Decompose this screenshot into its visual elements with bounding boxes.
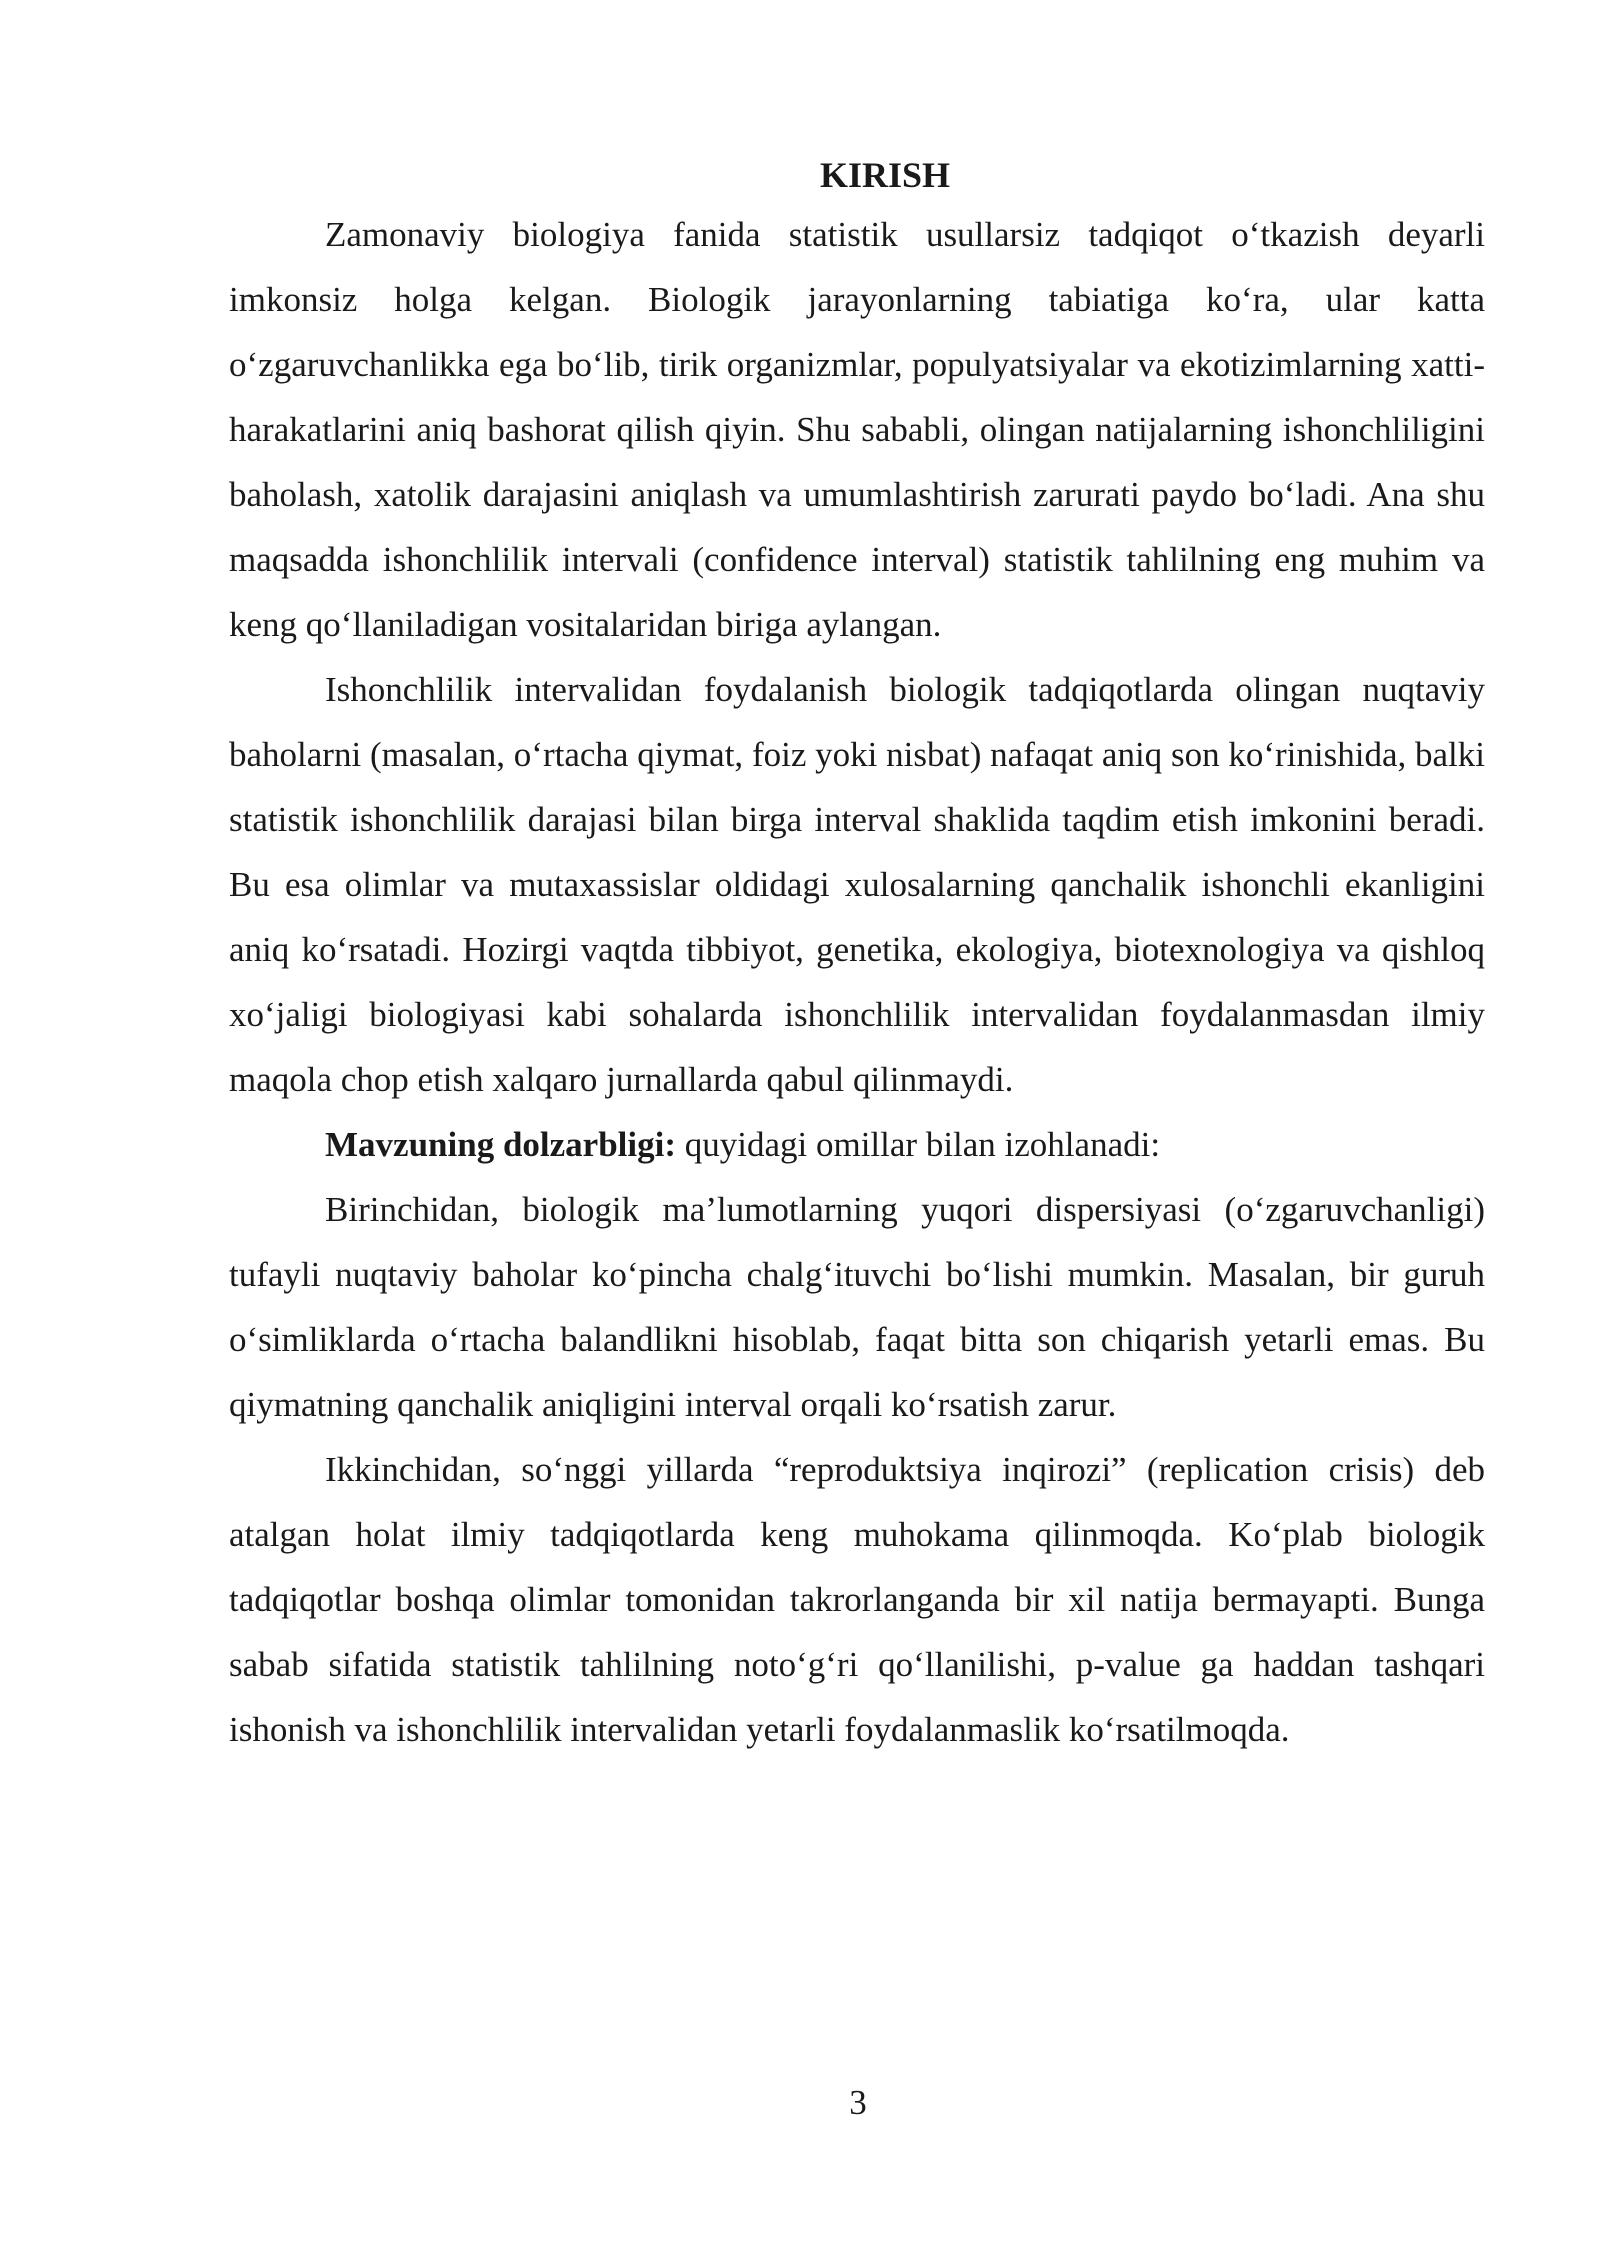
section-title: KIRISH bbox=[819, 155, 951, 195]
paragraph-text: Birinchidan, biologik ma’lumotlarning yuqori dispersiyasi (o‘zgaruvchanligi) tufayli nuqtaviy baholar ko‘pincha chalg‘ituvchi bo‘lishi mumkin. Masalan, bir guruh o‘simliklarda o‘rtacha balandlikni hisoblab, faqat bitta son chiqarish yetarli emas. Bu qiymatning qanchalik aniqligini interval orqali ko‘rsatish zarur. bbox=[229, 1190, 1485, 1424]
paragraph-intro bbox=[229, 202, 1485, 657]
page-number: 3 bbox=[849, 2083, 867, 2122]
paragraph-text: Ikkinchidan, so‘nggi yillarda “reproduktsiya inqirozi” (replication crisis) deb atalgan holat ilmiy tadqiqotlarda keng muhokama qilinmoqda. Ko‘plab biologik tadqiqotlar boshqa olimlar tomonidan takrorlanganda bir xil natija bermayapti. Bunga sabab sifatida statistik tahlilning noto‘g‘ri qo‘llanilishi, p-value ga haddan tashqari ishonish va ishonchlilik intervalidan yetarli foydalanmaslik ko‘rsatilmoqda. bbox=[229, 1450, 1485, 1749]
relevance-label: Mavzuning dolzarbligi: bbox=[325, 1125, 676, 1164]
document-page bbox=[229, 150, 1485, 1762]
paragraph-confidence-interval bbox=[229, 657, 1485, 1112]
paragraph-text: Ishonchlilik intervalidan foydalanish biologik tadqiqotlarda olingan nuqtaviy baholarni (masalan, o‘rtacha qiymat, foiz yoki nisbat) nafaqat aniq son ko‘rinishida, balki statistik ishonchlilik darajasi bilan birga interval shaklida taqdim etish imkonini beradi. Bu esa olimlar va mutaxassislar oldidagi xulosalarning qanchalik ishonchli ekanligini aniq ko‘rsatadi. Hozirgi vaqtda tibbiyot, genetika, ekologiya, biotexnologiya va qishloq xo‘jaligi biologiyasi kabi sohalarda ishonchlilik intervalidan foydalanmasdan ilmiy maqola chop etish xalqaro jurnallarda qabul qilinmaydi. bbox=[229, 670, 1485, 1099]
paragraph-relevance bbox=[229, 1112, 1485, 1177]
paragraph-text: Zamonaviy biologiya fanida statistik usullarsiz tadqiqot o‘tkazish deyarli imkonsiz holga kelgan. Biologik jarayonlarning tabiatiga ko‘ra, ular katta o‘zgaruvchanlikka ega bo‘lib, tirik organizmlar, populyatsiyalar va ekotizimlarning xatti-harakatlarini aniq bashorat qilish qiyin. Shu sababli, olingan natijalarning ishonchliligini baholash, xatolik darajasini aniqlash va umumlashtirish zarurati paydo bo‘ladi. Ana shu maqsadda ishonchlilik intervali (confidence interval) statistik tahlilning eng muhim va keng qo‘llaniladigan vositalaridan biriga aylangan. bbox=[229, 215, 1485, 644]
paragraph-second-reason bbox=[229, 1437, 1485, 1762]
paragraph-first-reason bbox=[229, 1177, 1485, 1437]
paragraph-text: quyidagi omillar bilan izohlanadi: bbox=[676, 1125, 1161, 1164]
